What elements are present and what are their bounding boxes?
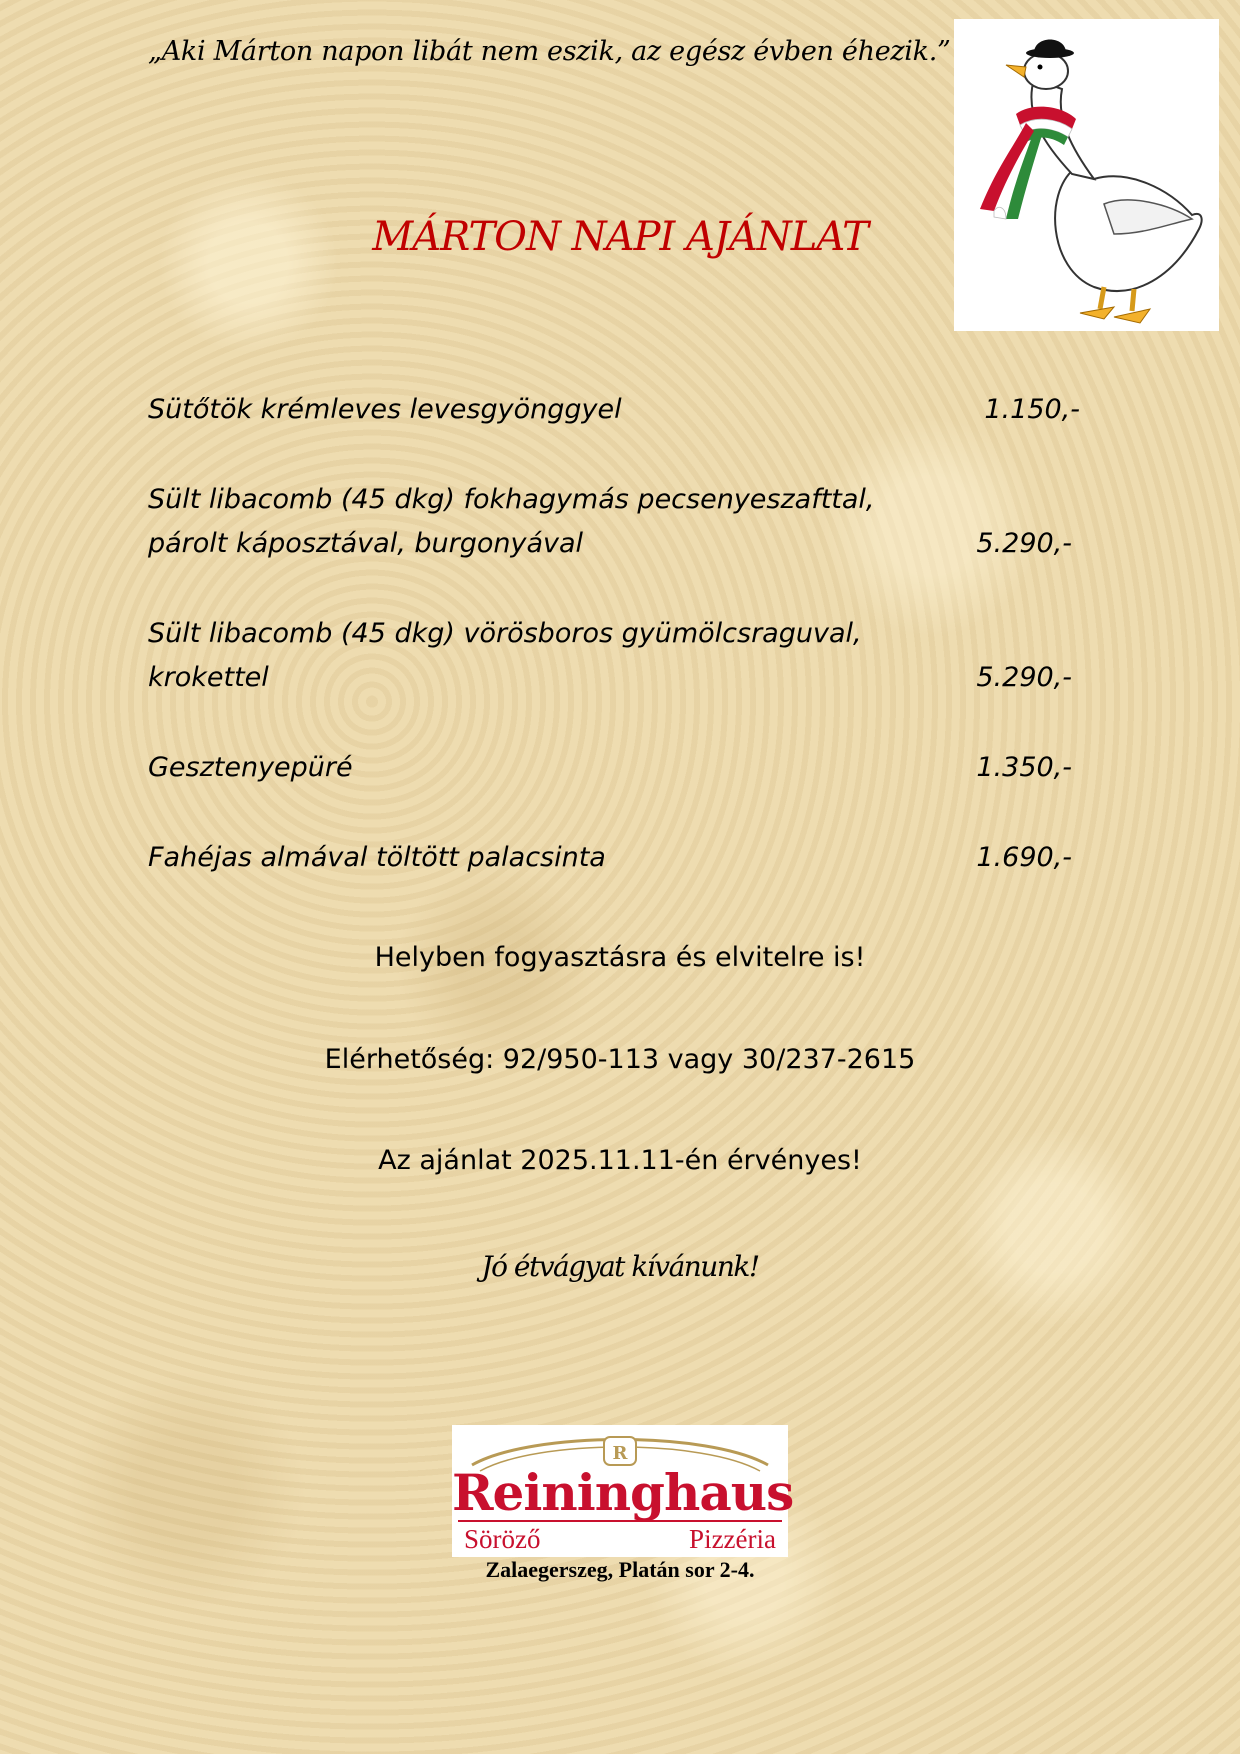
menu-list xyxy=(148,388,1088,926)
menu-item-name: Sült libacomb (45 dkg) vörösboros gyümölcsraguval, krokettel xyxy=(148,618,862,693)
menu-item xyxy=(148,612,1088,700)
menu-item-price: 1.350,- xyxy=(976,752,1072,783)
goose-illustration xyxy=(954,19,1219,331)
logo-name: Reininghaus xyxy=(452,1463,794,1522)
goose-icon xyxy=(954,19,1219,331)
bon-appetit: Jó étvágyat kívánunk! xyxy=(481,1250,759,1283)
menu-item xyxy=(148,836,1088,880)
menu-item-name: Sült libacomb (45 dkg) fokhagymás pecsenyeszafttal, párolt káposztával, burgonyával xyxy=(148,484,875,559)
menu-item-name: Fahéjas almával töltött palacsinta xyxy=(148,842,606,873)
menu-item-name: Gesztenyepüré xyxy=(148,752,353,783)
menu-item-price: 5.290,- xyxy=(976,662,1072,693)
menu-item xyxy=(148,388,1088,432)
contact-info: Elérhetőség: 92/950-113 vagy 30/237-2615 xyxy=(324,1044,916,1075)
logo-subtitle-left: Söröző xyxy=(464,1524,541,1554)
restaurant-address: Zalaegerszeg, Platán sor 2-4. xyxy=(485,1557,755,1582)
header-quote: „Aki Márton napon libát nem eszik, az egész évben éhezik.” xyxy=(148,36,951,67)
takeaway-note: Helyben fogyasztásra és elvitelre is! xyxy=(374,942,866,973)
logo-subtitle-right: Pizzéria xyxy=(689,1524,776,1554)
menu-item-price: 5.290,- xyxy=(976,528,1072,559)
svg-text:R: R xyxy=(612,1443,628,1464)
page-title: MÁRTON NAPI AJÁNLAT xyxy=(372,214,868,260)
menu-item xyxy=(148,478,1088,566)
menu-item-price: 1.150,- xyxy=(984,394,1080,425)
menu-item xyxy=(148,746,1088,790)
menu-item-price: 1.690,- xyxy=(976,842,1072,873)
validity-note: Az ajánlat 2025.11.11-én érvényes! xyxy=(378,1145,862,1176)
restaurant-logo xyxy=(452,1425,794,1557)
menu-item-name: Sütőtök krémleves levesgyönggyel xyxy=(148,394,622,425)
